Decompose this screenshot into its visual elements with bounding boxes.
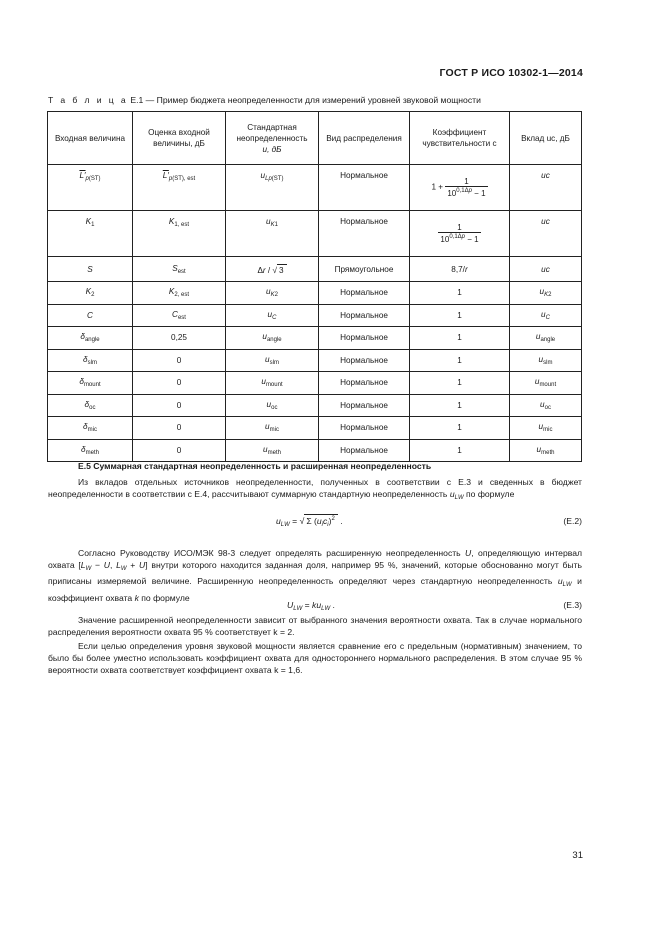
- table-row: [48, 372, 582, 395]
- cell-distribution: Нормальное: [319, 304, 410, 327]
- table-row: [48, 211, 582, 257]
- formula-e3: $U_{LW} = ku_{LW}$ .: [287, 600, 335, 612]
- cell-contribution: $u_{meth}$: [510, 439, 582, 462]
- cell-uncertainty: $u_{K2}$: [226, 282, 319, 305]
- cell-estimate: $K_{1, est}$: [133, 211, 226, 257]
- paragraph-2: Согласно Руководству ИСО/МЭК 98-3 следует определять расширенную неопределенность U, определяющую интервал охвата [$L_W - U$, $L_W + U$] внутри которого находится заданная доля, например 95 %, значений, которые обоснованно могут быть приписаны измеряемой величине. Расширенную неопределенность определяют через стандартную неопределенность $u_{LW}$ и коэффициент охвата k по формуле: [48, 548, 583, 603]
- paragraph-4: Если целью определения уровня звуковой мощности является сравнение его с предельным (нормативным) значением, то было бы более уместно использовать коэффициент охвата для одностороннего нормального распределения. В этом случае 95 % вероятности охвата соответствует коэффициент охвата k = 1,6.: [48, 641, 582, 676]
- equation-number-e2: (Е.2): [563, 516, 582, 526]
- col-estimate: Оценка входной величины, дБ: [133, 112, 226, 165]
- cell-distribution: Нормальное: [319, 349, 410, 372]
- cell-distribution: Нормальное: [319, 417, 410, 440]
- table-row: [48, 304, 582, 327]
- col-distribution: Вид распределения: [319, 112, 410, 165]
- cell-sensitivity: 1: [410, 394, 510, 417]
- cell-distribution: Нормальное: [319, 439, 410, 462]
- table-caption: [48, 95, 481, 105]
- table-row: [48, 282, 582, 305]
- cell-sensitivity: 1: [410, 349, 510, 372]
- cell-estimate: 0: [133, 372, 226, 395]
- cell-estimate: 0: [133, 417, 226, 440]
- cell-sensitivity: 1: [410, 304, 510, 327]
- cell-contribution: $u_{mount}$: [510, 372, 582, 395]
- cell-distribution: Нормальное: [319, 211, 410, 257]
- cell-uncertainty: Δr / √ 3: [226, 257, 319, 282]
- cell-uncertainty: $u_{oc}$: [226, 394, 319, 417]
- cell-input: S: [48, 257, 133, 282]
- cell-input: $\delta_{mount}$: [48, 372, 133, 395]
- cell-estimate: $S_{est}$: [133, 257, 226, 282]
- cell-input: $\delta_{mic}$: [48, 417, 133, 440]
- cell-estimate: $L'_{p(ST), est}$: [133, 165, 226, 211]
- cell-uncertainty: $u_{slm}$: [226, 349, 319, 372]
- cell-contribution: uc: [510, 257, 582, 282]
- cell-uncertainty: $u_{K1}$: [226, 211, 319, 257]
- table-caption-text: Е.1 — Пример бюджета неопределенности для измерений уровней звуковой мощности: [130, 95, 481, 105]
- cell-input: $\delta_{angle}$: [48, 327, 133, 350]
- table-row: [48, 327, 582, 350]
- cell-uncertainty: $u_{Lp(ST)}$: [226, 165, 319, 211]
- col-sensitivity: Коэффициент чувствительности c: [410, 112, 510, 165]
- table-row: [48, 439, 582, 462]
- col-contribution: Вклад uc, дБ: [510, 112, 582, 165]
- cell-contribution: $u_C$: [510, 304, 582, 327]
- cell-sensitivity: 1: [410, 417, 510, 440]
- table-row: [48, 349, 582, 372]
- formula-e2: $u_{LW}$ = √ Σ $(u_ic_i)^2$ .: [276, 516, 343, 528]
- cell-distribution: Прямоугольное: [319, 257, 410, 282]
- cell-sensitivity: $\frac{1}{10^{0,1\Delta p} - 1}$: [410, 211, 510, 257]
- cell-estimate: 0,25: [133, 327, 226, 350]
- section-heading: Е.5 Суммарная стандартная неопределенность и расширенная неопределенность: [78, 461, 432, 471]
- cell-distribution: Нормальное: [319, 372, 410, 395]
- cell-input: $L'_{p(ST)}$: [48, 165, 133, 211]
- cell-contribution: $u_{slm}$: [510, 349, 582, 372]
- cell-contribution: $u_{K2}$: [510, 282, 582, 305]
- cell-input: $K_2$: [48, 282, 133, 305]
- cell-contribution: $u_{mic}$: [510, 417, 582, 440]
- table-row: [48, 417, 582, 440]
- table-row: [48, 165, 582, 211]
- cell-distribution: Нормальное: [319, 165, 410, 211]
- cell-sensitivity: 8,7/r: [410, 257, 510, 282]
- col-input: Входная величина: [48, 112, 133, 165]
- cell-uncertainty: $u_{mic}$: [226, 417, 319, 440]
- cell-sensitivity: 1 + $\frac{1}{10^{0,1\Delta p} - 1}$: [410, 165, 510, 211]
- cell-contribution: uc: [510, 165, 582, 211]
- cell-estimate: 0: [133, 349, 226, 372]
- cell-contribution: uc: [510, 211, 582, 257]
- cell-input: $\delta_{oc}$: [48, 394, 133, 417]
- cell-estimate: 0: [133, 394, 226, 417]
- cell-input: C: [48, 304, 133, 327]
- cell-estimate: 0: [133, 439, 226, 462]
- paragraph-1: Из вкладов отдельных источников неопределенности, полученных в соответствии с Е.3 и сведенных в бюджет неопределенности в соответствии с Е.4, рассчитывают суммарную стандартную неопределенность $u_{LW}$ по формуле: [48, 477, 582, 502]
- cell-estimate: $C_{est}$: [133, 304, 226, 327]
- cell-uncertainty: $u_{meth}$: [226, 439, 319, 462]
- cell-contribution: $u_{angle}$: [510, 327, 582, 350]
- cell-uncertainty: $u_C$: [226, 304, 319, 327]
- cell-contribution: $u_{oc}$: [510, 394, 582, 417]
- col-uncertainty: Стандартная неопределенность u, дБ: [226, 112, 319, 165]
- table-caption-prefix: Т а б л и ц а: [48, 95, 128, 105]
- cell-input: $\delta_{slm}$: [48, 349, 133, 372]
- paragraph-3: Значение расширенной неопределенности зависит от выбранного значения вероятности охвата. Так в случае нормального распределения вероятности охвата 95 % соответствует k = 2.: [48, 615, 582, 638]
- page-number: 31: [572, 850, 583, 861]
- cell-distribution: Нормальное: [319, 282, 410, 305]
- equation-number-e3: (Е.3): [563, 600, 582, 610]
- cell-sensitivity: 1: [410, 439, 510, 462]
- cell-input: $K_1$: [48, 211, 133, 257]
- cell-uncertainty: $u_{mount}$: [226, 372, 319, 395]
- cell-estimate: $K_{2, est}$: [133, 282, 226, 305]
- standard-code-header: ГОСТ Р ИСО 10302-1—2014: [439, 67, 583, 79]
- table-row: [48, 394, 582, 417]
- uncertainty-budget-table: [47, 111, 582, 462]
- table-header-row: [48, 112, 582, 165]
- cell-uncertainty: $u_{angle}$: [226, 327, 319, 350]
- table-row: [48, 257, 582, 282]
- cell-distribution: Нормальное: [319, 394, 410, 417]
- cell-sensitivity: 1: [410, 282, 510, 305]
- cell-sensitivity: 1: [410, 327, 510, 350]
- cell-input: $\delta_{meth}$: [48, 439, 133, 462]
- cell-sensitivity: 1: [410, 372, 510, 395]
- cell-distribution: Нормальное: [319, 327, 410, 350]
